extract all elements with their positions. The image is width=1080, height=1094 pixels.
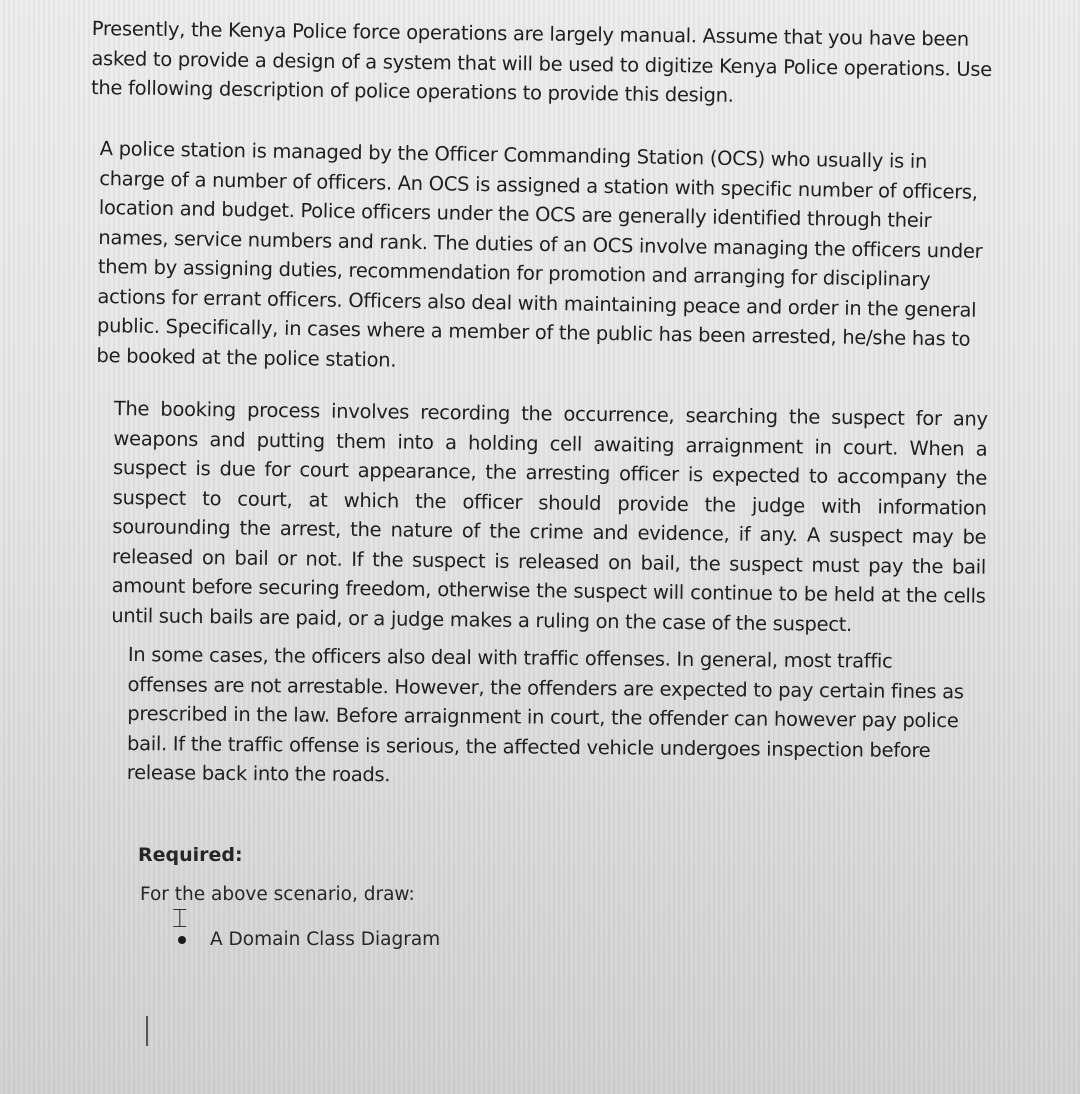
booking-paragraph: The booking process involves recording the occurrence, searching the suspect for any weapons and putting them into a holding cell awaiting arraignment in court. When a suspect is due for court appearance, the arresting officer is expected to accompany the suspect to court, at which the officer should provide the judge with information sourounding the arrest, the nature of the crime and evidence, if any. A suspect may be released on bail or not. If the suspect is released on bail, the suspect must pay the bail amount before securing freedom, otherwise the suspect will continue to be held at the cells until such bails are paid, or a judge makes a ruling on the case of the suspect. (111, 396, 988, 636)
bullet-item (178, 929, 440, 950)
intro-paragraph: Presently, the Kenya Police force operations are largely manual. Assume that you have been asked to provide a design of a system that will be used to digitize Kenya Police operations. Use the following description of police operations to provide this design. (90, 16, 993, 107)
bullet-label: A Domain Class Diagram (210, 929, 441, 950)
bullet-dot-icon (178, 936, 186, 944)
ocs-paragraph: A police station is managed by the Officer Commanding Station (OCS) who usually is in charge of a number of officers. An OCS is assigned a station with specific number of officers, location and budget. Police officers under the OCS are generally identified through their names, service numbers and rank. The duties of an OCS involve managing the officers under them by assigning duties, recommendation for promotion and arranging for disciplinary actions for errant officers. Officers also deal with maintaining peace and order in the general public. Specifically, in cases where a member of the public has been arrested, he/she has to be booked at the police station. (96, 136, 983, 372)
required-heading: Required: (138, 844, 243, 866)
text-cursor-icon: ⌶ (172, 904, 188, 934)
instruction-text: For the above scenario, draw: (140, 884, 415, 905)
text-caret-icon (146, 1016, 148, 1046)
traffic-paragraph: In some cases, the officers also deal with traffic offenses. In general, most traffic offenses are not arrestable. However, the offenders are expected to pay certain fines as prescribed in the law. Before arraignment in court, the offender can however pay police bail. If the traffic offense is serious, the affected vehicle undergoes inspection before release back into the roads. (126, 642, 964, 787)
